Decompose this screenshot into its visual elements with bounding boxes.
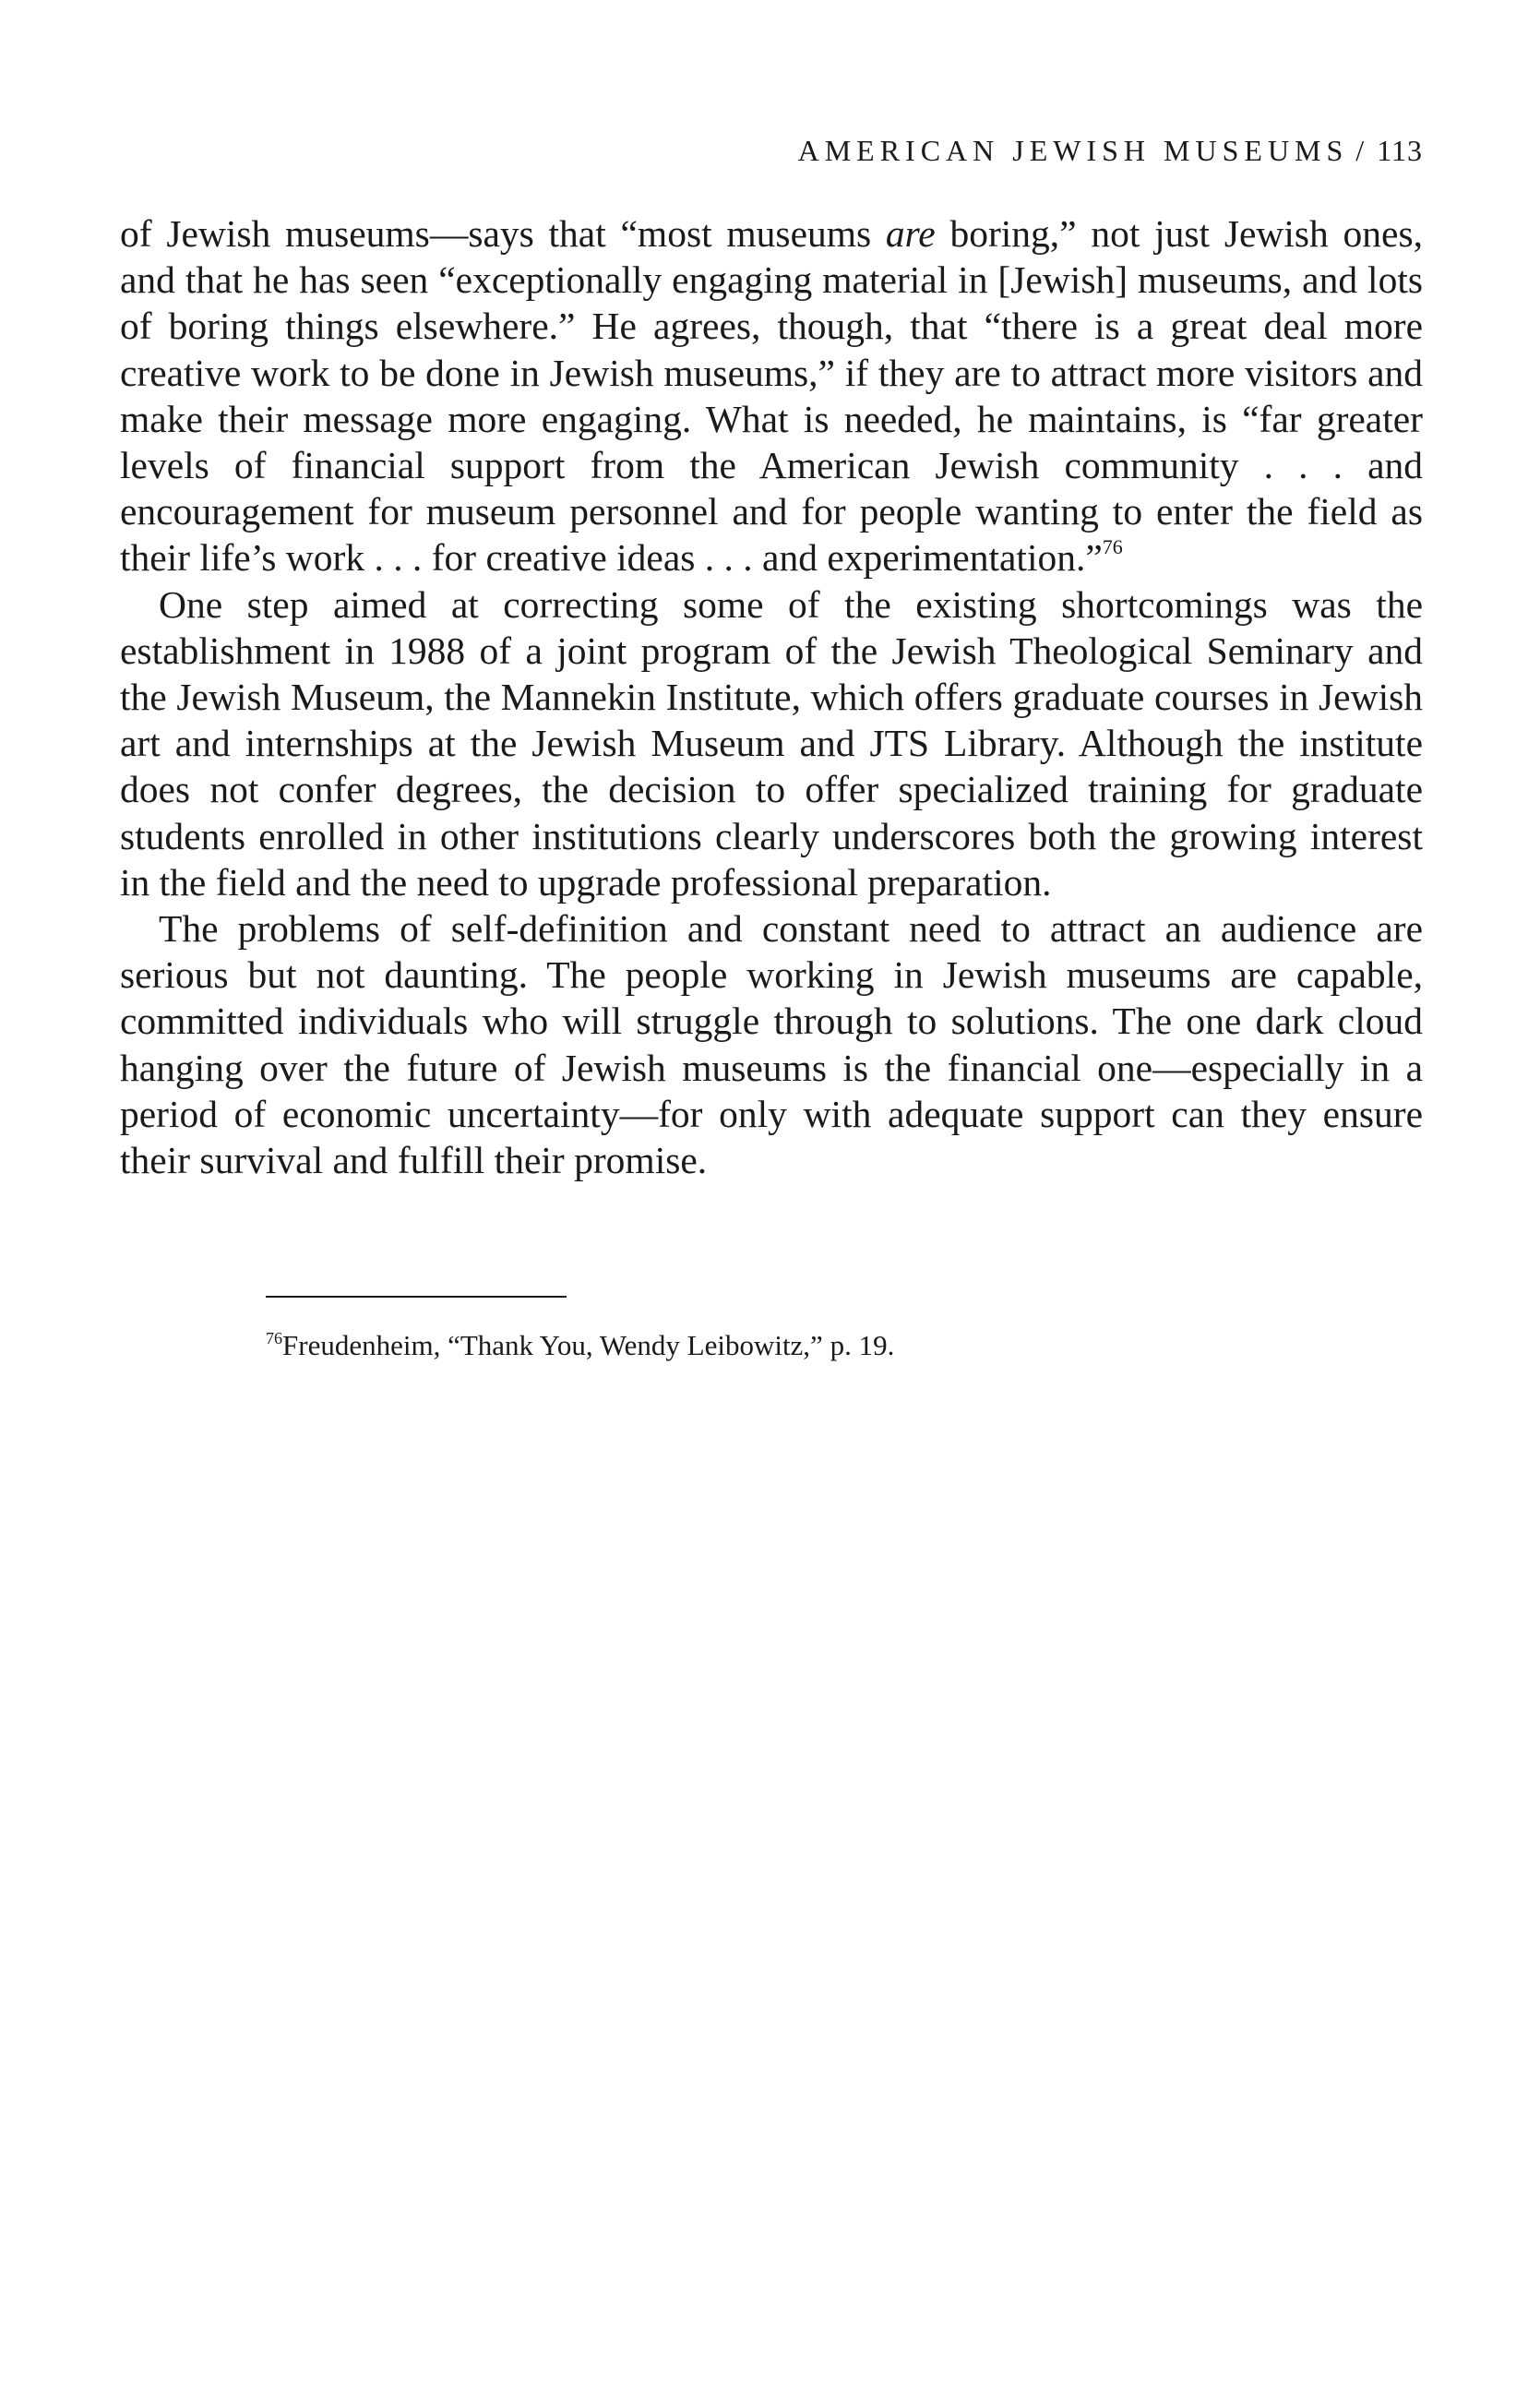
paragraph-conclusion (120, 905, 1423, 1183)
running-head (798, 134, 1423, 168)
text-segment: are (885, 212, 936, 255)
running-head-title: AMERICAN JEWISH MUSEUMS (797, 134, 1349, 167)
text-segment: boring,” not just Jewish ones, and that he has seen “exceptionally engaging material in [Jewish] museums, and lots of boring things elsewhere.” He agrees, though, that “there is a great deal more creative work to be done in Jewish museums,” if they are to attract more visitors and make their message more engaging. What is needed, he maintains, is “far greater levels of financial support from the American Jewish community . . . and encouragement for museum personnel and for people wanting to enter the field as their life’s work . . . for creative ideas . . . and experimentation.” (120, 212, 1423, 580)
running-head-separator: / (1355, 134, 1365, 167)
footnote-number: 76 (266, 1329, 282, 1347)
page-number: 113 (1377, 134, 1423, 167)
text-segment: The problems of self-definition and constant need to attract an audience are serious but not daunting. The people working in Jewish museums are capable, committed individuals who will struggle through to solutions. The one dark cloud hanging over the future of Jewish museums is the financial one—especially in a period of economic uncertainty—for only with adequate support can they ensure their survival and fulfill their promise. (120, 907, 1423, 1182)
footnote (266, 1327, 894, 1364)
paragraph-continued (120, 210, 1423, 581)
body-text (120, 210, 1423, 1183)
text-segment: of Jewish museums—says that “most museums (120, 212, 886, 255)
text-segment: One step aimed at correcting some of the existing shortcomings was the establishment in 1988 of a joint program of the Jewish Theological Seminary and the Jewish Museum, the Mannekin Institute, which offers graduate courses in Jewish art and internships at the Jewish Museum and JTS Library. Although the institute does not confer degrees, the decision to offer specialized training for graduate students enrolled in other institutions clearly underscores both the growing interest in the field and the need to upgrade professional preparation. (120, 582, 1423, 904)
footnote-text: Freudenheim, “Thank You, Wendy Leibowitz,” p. 19. (282, 1329, 895, 1361)
footnote-rule (266, 1296, 567, 1298)
paragraph-mannekin-institute (120, 581, 1423, 905)
footnote-reference: 76 (1102, 535, 1123, 559)
